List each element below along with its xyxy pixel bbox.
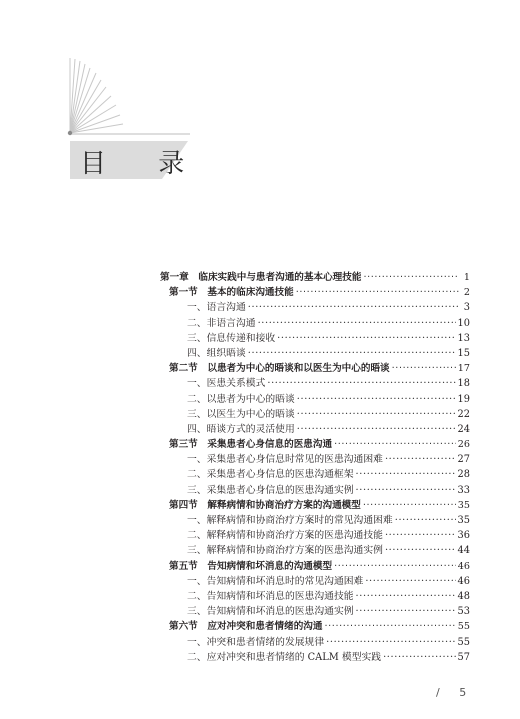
toc-entry-label: 四、组织晤谈 — [187, 347, 246, 359]
dot-leader — [356, 589, 456, 604]
dot-leader — [385, 528, 456, 543]
dot-leader — [297, 422, 456, 437]
dot-leader — [296, 285, 459, 300]
toc-entry-label: 三、采集患者心身信息的医患沟通实例 — [187, 484, 354, 496]
toc-entry-label: 三、告知病情和坏消息的医患沟通实例 — [187, 606, 354, 618]
toc-item — [160, 650, 470, 665]
toc-entry-label: 一、医患关系模式 — [187, 378, 266, 390]
dot-leader — [356, 483, 456, 498]
toc-page-number: 55 — [457, 636, 470, 648]
table-of-contents — [160, 270, 470, 665]
dot-leader — [383, 650, 455, 665]
toc-page-number: 44 — [457, 545, 470, 557]
toc-entry-label: 一、解释病情和协商治疗方案时的常见沟通困难 — [187, 515, 393, 526]
toc-item — [160, 528, 470, 543]
toc-page-number: 28 — [457, 469, 470, 481]
dot-leader — [297, 407, 456, 422]
dot-leader — [334, 437, 456, 452]
dot-leader — [248, 346, 456, 361]
dot-leader — [334, 559, 456, 574]
toc-section — [160, 619, 470, 634]
toc-page-number: 18 — [457, 378, 470, 390]
toc-item — [160, 467, 470, 482]
toc-item — [160, 604, 470, 619]
toc-page-number: 55 — [457, 621, 470, 633]
toc-item — [160, 452, 470, 467]
toc-entry-label: 第五节 告知病情和坏消息的沟通模型 — [169, 560, 333, 572]
toc-chapter — [160, 270, 470, 285]
toc-item — [160, 316, 470, 331]
toc-entry-label: 一、冲突和患者情绪的发展规律 — [187, 636, 325, 648]
toc-item — [160, 422, 470, 437]
page-number: / 5 — [436, 686, 475, 699]
toc-page-number: 15 — [457, 347, 470, 359]
toc-entry-label: 二、以患者为中心的晤谈 — [187, 393, 295, 405]
toc-item — [160, 392, 470, 407]
toc-entry-label: 一、采集患者心身信息时常见的医患沟通困难 — [187, 454, 383, 466]
toc-item — [160, 331, 470, 346]
toc-page-number: 35 — [457, 515, 470, 526]
toc-entry-label: 第六节 应对冲突和患者情绪的沟通 — [169, 621, 323, 633]
dot-leader — [363, 270, 459, 285]
toc-item — [160, 635, 470, 650]
toc-item — [160, 376, 470, 391]
toc-entry-label: 三、信息传递和接收 — [187, 332, 276, 344]
dot-leader — [363, 498, 456, 513]
dot-leader — [356, 604, 456, 619]
toc-page-number: 57 — [457, 651, 470, 663]
toc-page-number: 33 — [457, 484, 470, 496]
dot-leader — [325, 619, 456, 634]
dot-leader — [258, 316, 456, 331]
toc-page-number: 46 — [457, 560, 470, 572]
toc-page-number: 53 — [457, 606, 470, 618]
toc-entry-label: 第三节 采集患者心身信息的医患沟通 — [169, 439, 333, 451]
toc-entry-label: 第一章 临床实践中与患者沟通的基本心理技能 — [160, 272, 362, 283]
toc-page-number: 22 — [457, 408, 470, 420]
toc-entry-label: 一、语言沟通 — [187, 302, 246, 314]
toc-item — [160, 543, 470, 558]
toc-entry-label: 第一节 基本的临床沟通技能 — [169, 287, 294, 299]
dot-leader — [356, 467, 456, 482]
toc-section — [160, 285, 470, 300]
toc-page-number: 10 — [457, 317, 470, 329]
toc-entry-label: 四、晤谈方式的灵活使用 — [187, 423, 295, 435]
toc-page-number: 13 — [457, 332, 470, 344]
toc-page-number: 35 — [457, 499, 470, 511]
dot-leader — [365, 574, 455, 589]
dot-leader — [385, 452, 456, 467]
toc-page-number: 46 — [457, 575, 470, 587]
toc-item — [160, 513, 470, 528]
toc-item — [160, 346, 470, 361]
decorative-ray-ornament — [0, 0, 200, 140]
toc-entry-label: 一、告知病情和坏消息时的常见沟通困难 — [187, 575, 364, 587]
toc-item — [160, 300, 470, 315]
toc-page-number: 26 — [457, 439, 470, 451]
toc-entry-label: 二、告知病情和坏消息的医患沟通技能 — [187, 590, 354, 602]
toc-page-number: 36 — [457, 530, 470, 542]
toc-page-number: 1 — [463, 272, 470, 283]
toc-entry-label: 二、非语言沟通 — [187, 317, 256, 329]
toc-entry-label: 三、以医生为中心的晤谈 — [187, 408, 295, 420]
toc-section — [160, 498, 470, 513]
toc-entry-label: 二、采集患者心身信息的医患沟通框架 — [187, 469, 354, 481]
toc-item — [160, 574, 470, 589]
dot-leader — [297, 392, 456, 407]
toc-page-number: 27 — [457, 454, 470, 466]
toc-entry-label: 二、解释病情和协商治疗方案的医患沟通技能 — [187, 530, 383, 542]
toc-entry-label: 第四节 解释病情和协商治疗方案的沟通模型 — [169, 499, 361, 511]
toc-item — [160, 589, 470, 604]
toc-section — [160, 361, 470, 376]
dot-leader — [248, 300, 459, 315]
page-title: 目 录 — [80, 149, 207, 179]
dot-leader — [277, 331, 455, 346]
toc-item — [160, 483, 470, 498]
toc-section — [160, 559, 470, 574]
toc-section — [160, 437, 470, 452]
toc-page-number: 3 — [463, 302, 470, 314]
toc-page-number: 48 — [457, 590, 470, 602]
toc-entry-label: 二、应对冲突和患者情绪的 CALM 模型实践 — [187, 651, 382, 663]
toc-page-number: 2 — [463, 287, 470, 299]
dot-leader — [395, 513, 456, 528]
dot-leader — [392, 361, 456, 376]
dot-leader — [385, 543, 456, 558]
toc-page-number: 17 — [457, 363, 470, 375]
dot-leader — [326, 635, 455, 650]
toc-entry-label: 第二节 以患者为中心的晤谈和以医生为中心的晤谈 — [169, 363, 390, 375]
dot-leader — [267, 376, 455, 391]
toc-page-number: 24 — [457, 423, 470, 435]
toc-entry-label: 三、解释病情和协商治疗方案的医患沟通实例 — [187, 545, 383, 557]
toc-item — [160, 407, 470, 422]
toc-page-number: 19 — [457, 393, 470, 405]
